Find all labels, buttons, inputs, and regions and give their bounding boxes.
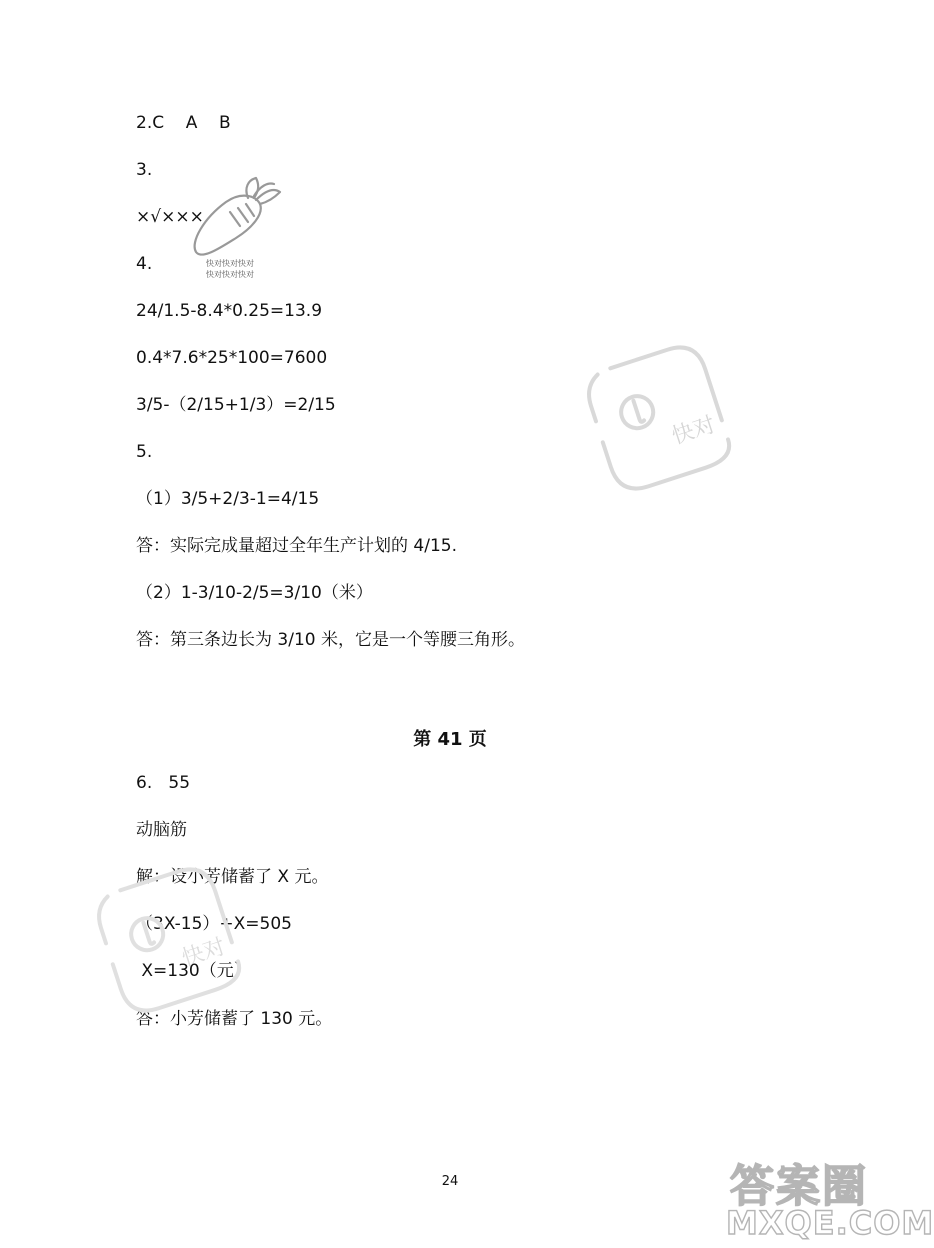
site-url-text: MXQE.COM	[726, 1204, 934, 1242]
question-5-2-answer: 答：第三条边长为 3/10 米，它是一个等腰三角形。	[136, 630, 525, 650]
answer-3-line: ×√×××	[136, 207, 204, 227]
answer-3-label: 3.	[136, 160, 153, 180]
carrot-watermark-icon	[186, 172, 286, 290]
solution-result: X=130（元）	[136, 961, 251, 981]
equation-line-1: 24/1.5-8.4*0.25=13.9	[136, 301, 323, 321]
question-5-1-answer: 答：实际完成量超过全年生产计划的 4/15.	[136, 536, 457, 556]
watermark-stamp-text: 快对快对快对 快对快对快对	[206, 259, 254, 279]
section-heading: 第 41 页	[413, 729, 487, 750]
badge-watermark-text: 快对	[179, 934, 229, 972]
page-number: 24	[441, 1174, 459, 1189]
answer-2-line: 2.C A B	[136, 113, 231, 133]
solution-intro: 解：设小芳储蓄了 X 元。	[136, 867, 329, 887]
final-answer: 答：小芳储蓄了 130 元。	[136, 1009, 333, 1029]
answer-6-line: 6. 55	[136, 773, 191, 793]
kuaidui-badge-watermark-icon	[568, 328, 748, 508]
question-5-2: （2）1-3/10-2/5=3/10（米）	[136, 583, 373, 603]
badge-watermark-text: 快对	[669, 412, 719, 450]
brain-teaser-label: 动脑筋	[136, 820, 187, 840]
question-5-1: （1）3/5+2/3-1=4/15	[136, 489, 320, 509]
answer-4-label: 4.	[136, 254, 153, 274]
answer-5-label: 5.	[136, 442, 153, 462]
equation-line-3: 3/5-（2/15+1/3）=2/15	[136, 395, 336, 415]
site-logo-text: 答案圈	[730, 1161, 868, 1212]
equation-line-2: 0.4*7.6*25*100=7600	[136, 348, 328, 368]
site-logo-watermark	[722, 1148, 934, 1246]
solution-equation: （3X-15）+X=505	[136, 914, 292, 934]
